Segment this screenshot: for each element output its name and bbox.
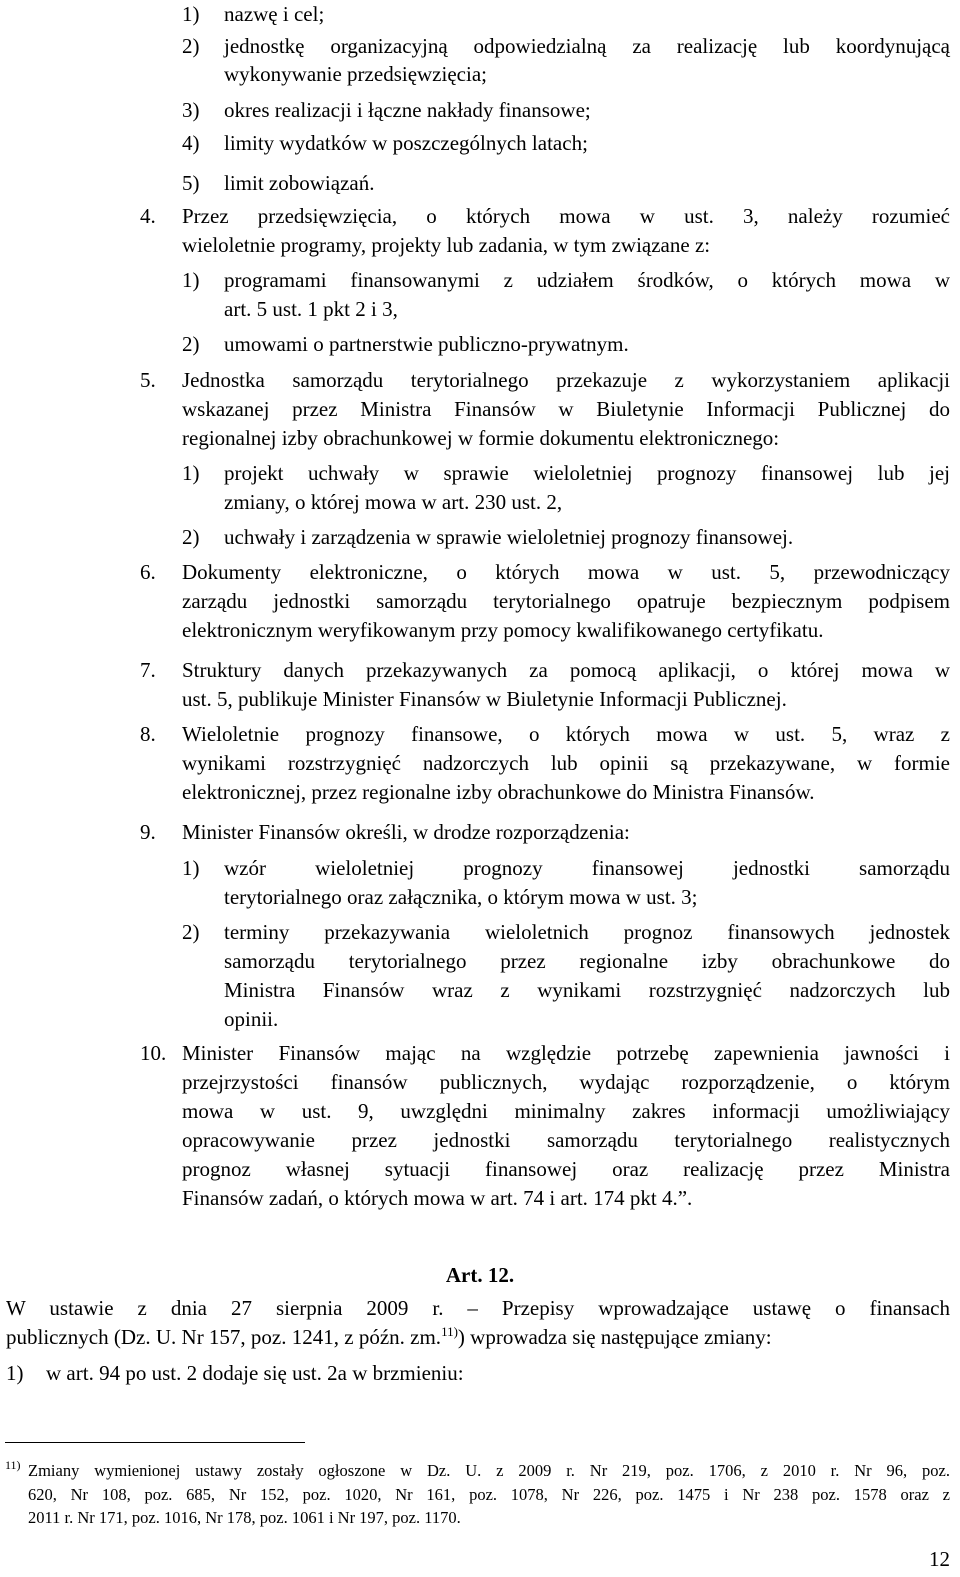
- list-item-text: okres realizacji i łączne nakłady finansowe;: [224, 98, 591, 122]
- list-item-text-cont: opinii.: [224, 1007, 279, 1031]
- footnote-text: 620, Nr 108, poz. 685, Nr 152, poz. 1020, Nr 161, poz. 1078, Nr 226, poz. 1475 i Nr 238 poz. 1578 oraz z: [28, 1485, 950, 1504]
- paragraph-text: przejrzystości finansów publicznych, wydając rozporządzenie, o którym: [182, 1070, 950, 1094]
- paragraph-number: 9.: [140, 820, 156, 844]
- footnote-reference[interactable]: 11): [441, 1324, 458, 1339]
- paragraph-text: Struktury danych przekazywanych za pomocą aplikacji, o której mowa w: [182, 658, 950, 682]
- paragraph-text: elektronicznej, przez regionalne izby obrachunkowe do Ministra Finansów.: [182, 780, 815, 804]
- list-number: 2): [182, 525, 200, 549]
- article-text-part: publicznych (Dz. U. Nr 157, poz. 1241, z późn. zm.: [6, 1325, 442, 1349]
- list-item-text: wzór wieloletniej prognozy finansowej jednostki samorządu: [224, 856, 950, 880]
- list-item-text-cont: samorządu terytorialnego przez regionalne izby obrachunkowe do: [224, 949, 950, 973]
- footnote-mark: 11): [5, 1458, 21, 1472]
- list-item-text: limit zobowiązań.: [224, 171, 375, 195]
- paragraph-number: 8.: [140, 722, 156, 746]
- list-number: 2): [182, 920, 200, 944]
- footnote-text: 2011 r. Nr 171, poz. 1016, Nr 178, poz. 1061 i Nr 197, poz. 1170.: [28, 1508, 461, 1527]
- footnote-separator: [5, 1442, 305, 1443]
- list-item-text: programami finansowanymi z udziałem środków, o których mowa w: [224, 268, 950, 292]
- list-item-text-cont: zmiany, o której mowa w art. 230 ust. 2,: [224, 490, 563, 514]
- article-heading: Art. 12.: [445, 1263, 515, 1287]
- page-number: 12: [929, 1547, 950, 1571]
- paragraph-number: 4.: [140, 204, 156, 228]
- paragraph-text: wskazanej przez Ministra Finansów w Biuletynie Informacji Publicznej do: [182, 397, 950, 421]
- list-item-text-cont: terytorialnego oraz załącznika, o którym mowa w ust. 3;: [224, 885, 698, 909]
- footnote-text: Zmiany wymienionej ustawy zostały ogłoszone w Dz. U. z 2009 r. Nr 219, poz. 1706, z 2010 r. Nr 96, poz.: [28, 1461, 950, 1480]
- paragraph-text: Jednostka samorządu terytorialnego przekazuje z wykorzystaniem aplikacji: [182, 368, 950, 392]
- paragraph-number: 5.: [140, 368, 156, 392]
- paragraph-number: 6.: [140, 560, 156, 584]
- list-number: 1): [182, 268, 200, 292]
- list-item-text: nazwę i cel;: [224, 2, 325, 26]
- paragraph-text: opracowywanie przez jednostki samorządu terytorialnego realistycznych: [182, 1128, 950, 1152]
- list-number: 2): [182, 34, 200, 58]
- paragraph-text: wieloletnie programy, projekty lub zadania, w tym związane z:: [182, 233, 711, 257]
- list-item-text: limity wydatków w poszczególnych latach;: [224, 131, 588, 155]
- paragraph-text: wynikami rozstrzygnięć nadzorczych lub opinii są przekazywane, w formie: [182, 751, 950, 775]
- list-item-text: projekt uchwały w sprawie wieloletniej prognozy finansowej lub jej: [224, 461, 950, 485]
- article-text-part: ) wprowadza się następujące zmiany:: [457, 1325, 772, 1349]
- list-number: 3): [182, 98, 200, 122]
- paragraph-text: elektronicznym weryfikowanym przy pomocy kwalifikowanego certyfikatu.: [182, 618, 824, 642]
- paragraph-text: mowa w ust. 9, uwzględni minimalny zakres informacji umożliwiający: [182, 1099, 950, 1123]
- list-item-text-cont: Ministra Finansów wraz z wynikami rozstrzygnięć nadzorczych lub: [224, 978, 950, 1002]
- list-number: 1): [182, 461, 200, 485]
- paragraph-text: Przez przedsięwzięcia, o których mowa w ust. 3, należy rozumieć: [182, 204, 950, 228]
- paragraph-number: 10.: [140, 1041, 167, 1065]
- paragraph-text: Minister Finansów określi, w drodze rozporządzenia:: [182, 820, 630, 844]
- paragraph-text: prognoz własnej sytuacji finansowej oraz realizację przez Ministra: [182, 1157, 950, 1181]
- list-item-text: w art. 94 po ust. 2 dodaje się ust. 2a w brzmieniu:: [46, 1361, 464, 1385]
- paragraph-text: Wieloletnie prognozy finansowe, o których mowa w ust. 5, wraz z: [182, 722, 950, 746]
- list-item-text-cont: wykonywanie przedsięwzięcia;: [224, 62, 487, 86]
- paragraph-text: zarządu jednostki samorządu terytorialnego opatruje bezpiecznym podpisem: [182, 589, 950, 613]
- paragraph-text: ust. 5, publikuje Minister Finansów w Biuletynie Informacji Publicznej.: [182, 687, 787, 711]
- list-number: 5): [182, 171, 200, 195]
- paragraph-number: 7.: [140, 658, 156, 682]
- list-number: 1): [182, 856, 200, 880]
- list-item-text: uchwały i zarządzenia w sprawie wieloletniej prognozy finansowej.: [224, 525, 794, 549]
- list-item-text-cont: art. 5 ust. 1 pkt 2 i 3,: [224, 297, 398, 321]
- list-item-text: umowami o partnerstwie publiczno-prywatnym.: [224, 332, 629, 356]
- list-item-text: jednostkę organizacyjną odpowiedzialną za realizację lub koordynującą: [224, 34, 950, 58]
- article-text: [6, 1324, 772, 1350]
- paragraph-text: Finansów zadań, o których mowa w art. 74 i art. 174 pkt 4.”.: [182, 1186, 693, 1210]
- article-text: W ustawie z dnia 27 sierpnia 2009 r. – Przepisy wprowadzające ustawę o finansach: [6, 1296, 950, 1320]
- list-number: 4): [182, 131, 200, 155]
- list-item-text: terminy przekazywania wieloletnich prognoz finansowych jednostek: [224, 920, 950, 944]
- paragraph-text: Dokumenty elektroniczne, o których mowa w ust. 5, przewodniczący: [182, 560, 950, 584]
- paragraph-text: regionalnej izby obrachunkowej w formie dokumentu elektronicznego:: [182, 426, 780, 450]
- paragraph-text: Minister Finansów mając na względzie potrzebę zapewnienia jawności i: [182, 1041, 950, 1065]
- list-number: 1): [182, 2, 200, 26]
- list-number: 2): [182, 332, 200, 356]
- list-number: 1): [6, 1361, 24, 1385]
